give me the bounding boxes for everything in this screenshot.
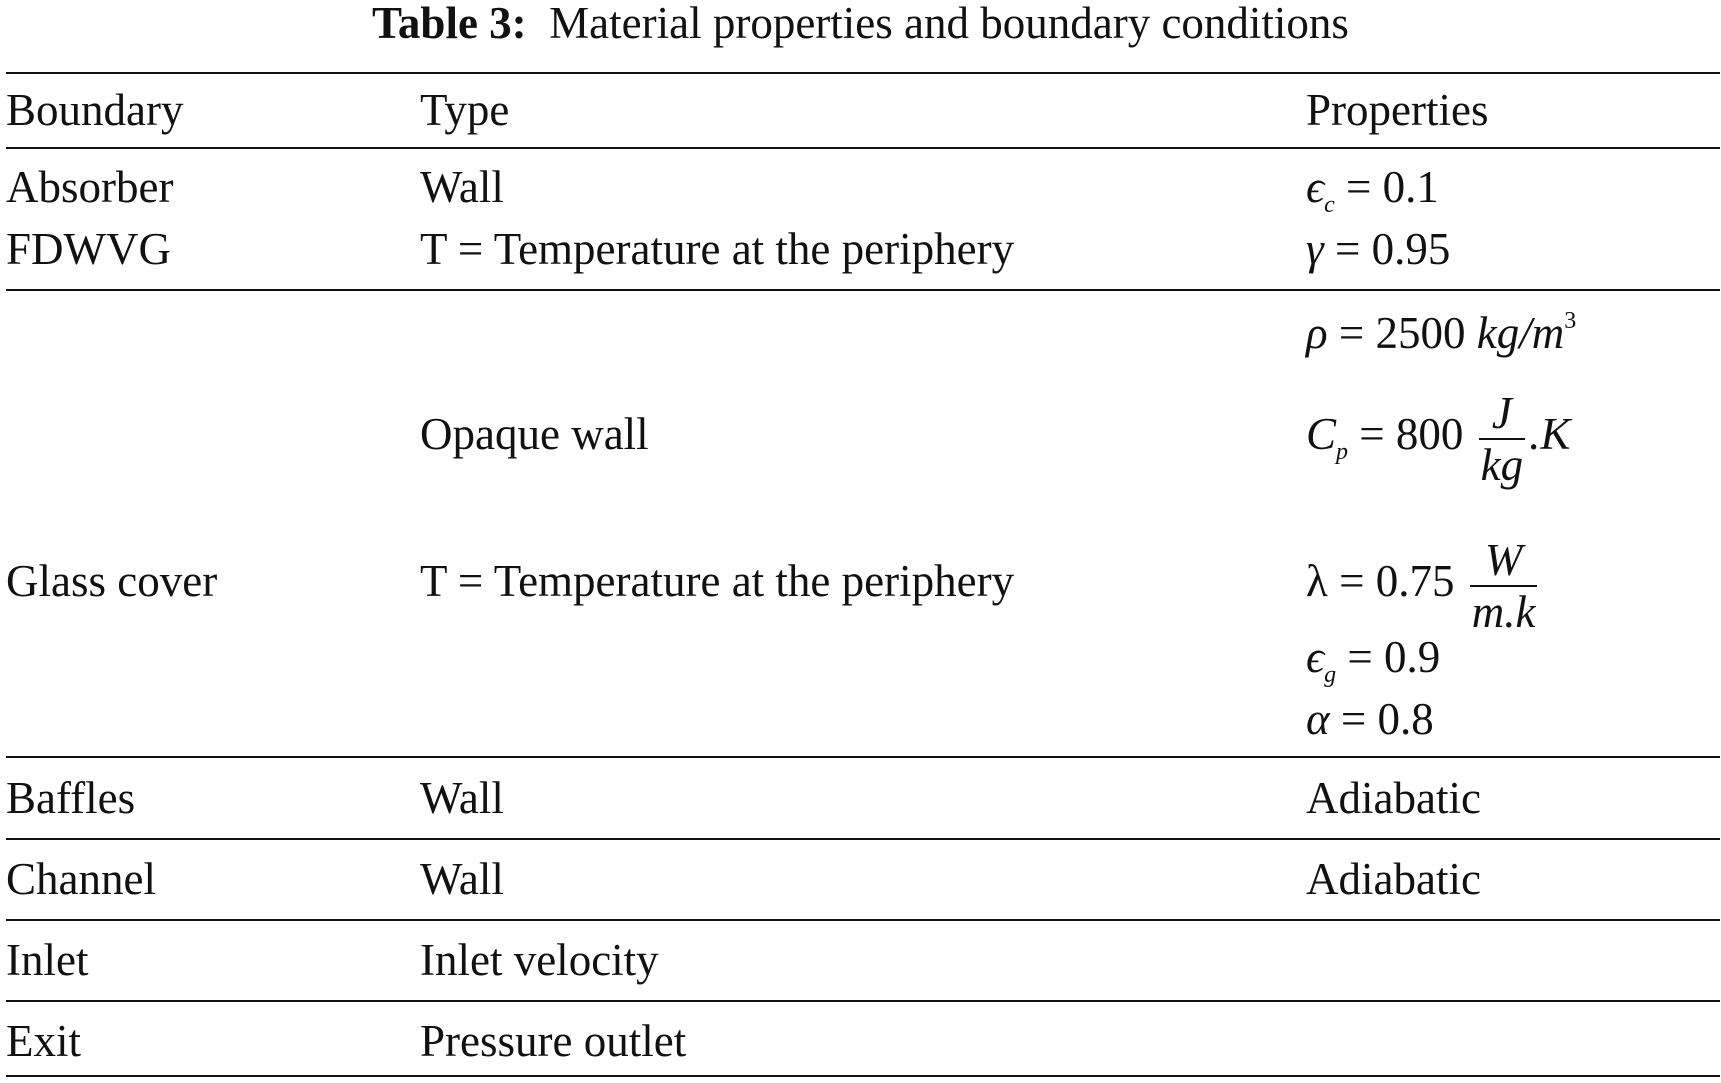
glass-type-temperature: T = Temperature at the periphery <box>420 556 1015 606</box>
top-rule <box>6 72 1720 74</box>
epsilon-c-symbol: ϵ <box>1306 162 1325 212</box>
cp-symbol: C <box>1306 409 1337 459</box>
row-rule-5 <box>6 1000 1720 1002</box>
header-properties: Properties <box>1306 85 1489 135</box>
lambda-numerator: W <box>1470 535 1538 587</box>
fdwvg-gamma <box>1306 224 1450 274</box>
absorber-boundary: Absorber <box>6 162 174 212</box>
row-rule-2 <box>6 756 1720 758</box>
rho-unit: kg/m <box>1476 308 1565 358</box>
cp-fraction <box>1479 388 1525 490</box>
baffles-properties: Adiabatic <box>1306 773 1481 823</box>
lambda-eq: = 0.75 <box>1327 556 1466 606</box>
epsilon-c-eq: = 0.1 <box>1334 162 1439 212</box>
channel-boundary: Channel <box>6 854 156 904</box>
header-boundary: Boundary <box>6 85 184 135</box>
fdwvg-type: T = Temperature at the periphery <box>420 224 1015 274</box>
exit-boundary: Exit <box>6 1016 81 1066</box>
exit-type: Pressure outlet <box>420 1016 687 1066</box>
inlet-type: Inlet velocity <box>420 935 659 985</box>
header-type: Type <box>420 85 510 135</box>
rho-eq: = 2500 <box>1327 308 1477 358</box>
cp-tail: .K <box>1529 409 1571 459</box>
channel-properties: Adiabatic <box>1306 854 1481 904</box>
glass-type-opaque: Opaque wall <box>420 409 649 459</box>
rho-sup: 3 <box>1564 308 1577 334</box>
caption-text: Material properties and boundary conditions <box>549 0 1349 48</box>
lambda-symbol: λ <box>1306 556 1328 606</box>
channel-type: Wall <box>420 854 504 904</box>
cp-numerator: J <box>1479 388 1525 440</box>
row-rule-4 <box>6 919 1720 921</box>
cp-eq: = 800 <box>1348 409 1475 459</box>
absorber-emissivity <box>1306 162 1439 220</box>
baffles-boundary: Baffles <box>6 773 136 823</box>
glass-absorptivity <box>1306 694 1434 744</box>
glass-density <box>1306 305 1576 369</box>
glass-emissivity <box>1306 632 1440 690</box>
glass-boundary: Glass cover <box>6 556 218 606</box>
gamma-symbol: γ <box>1306 224 1324 274</box>
epsilon-g-symbol: ϵ <box>1306 632 1325 682</box>
baffles-type: Wall <box>420 773 504 823</box>
alpha-eq: = 0.8 <box>1329 694 1434 744</box>
row-rule-3 <box>6 838 1720 840</box>
row-rule-1 <box>6 289 1720 291</box>
absorber-type: Wall <box>420 162 504 212</box>
header-rule <box>6 147 1720 149</box>
glass-conductivity <box>1306 529 1541 637</box>
gamma-eq: = 0.95 <box>1323 224 1451 274</box>
lambda-fraction <box>1470 535 1538 637</box>
epsilon-c-sub: c <box>1324 192 1335 218</box>
fdwvg-boundary: FDWVG <box>6 224 171 274</box>
table-caption <box>0 0 1721 46</box>
epsilon-g-sub: g <box>1324 662 1337 688</box>
lambda-denominator: m.k <box>1471 586 1536 637</box>
bottom-rule <box>6 1075 1720 1077</box>
cp-denominator: kg <box>1480 439 1524 490</box>
epsilon-g-eq: = 0.9 <box>1336 632 1441 682</box>
caption-label: Table 3: <box>372 0 527 48</box>
alpha-symbol: α <box>1306 694 1330 744</box>
rho-symbol: ρ <box>1306 308 1328 358</box>
cp-sub: p <box>1336 439 1349 465</box>
inlet-boundary: Inlet <box>6 935 89 985</box>
glass-specific-heat <box>1306 382 1570 494</box>
